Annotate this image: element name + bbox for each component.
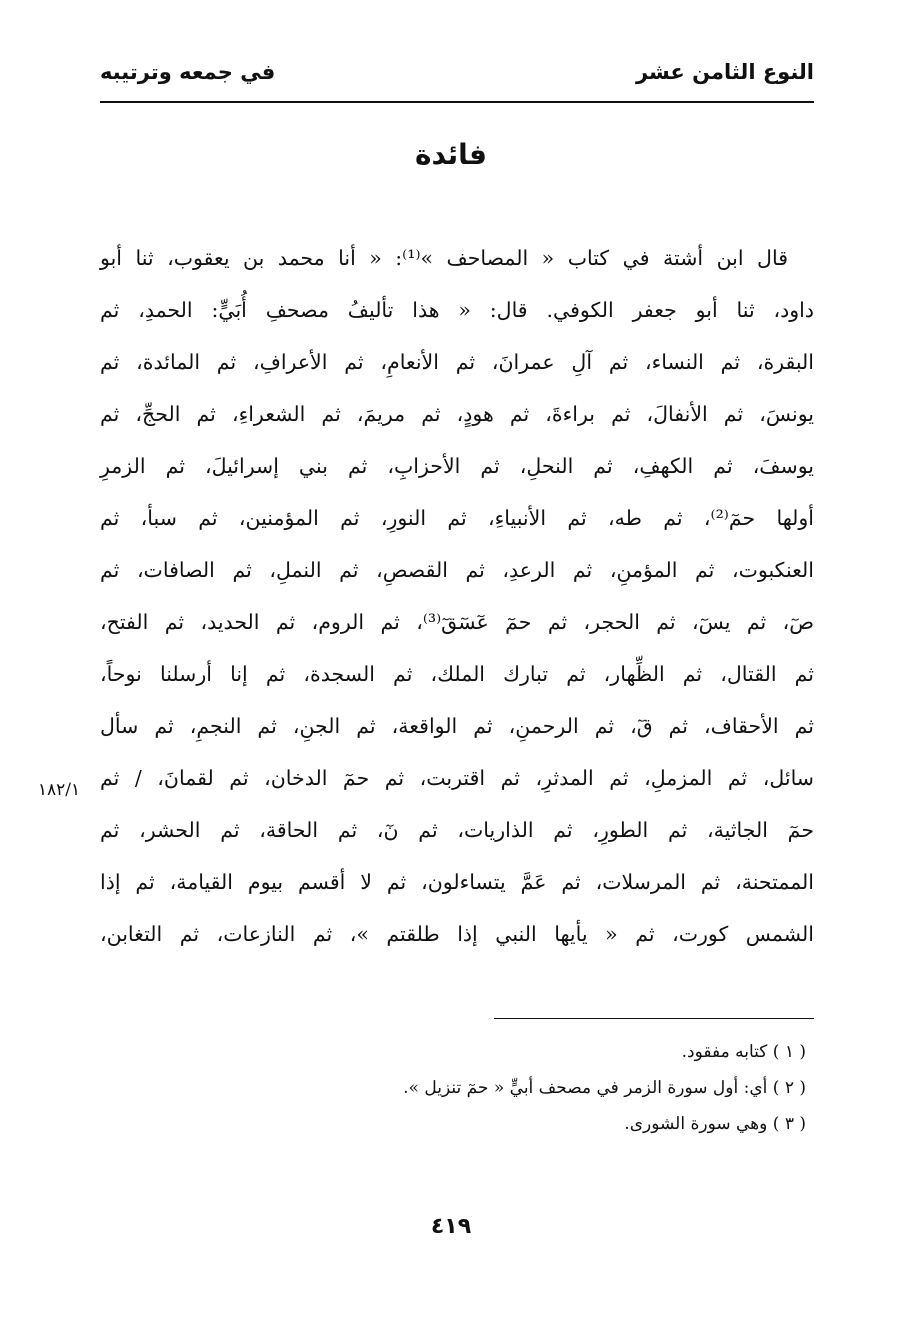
text-line: قال ابن أشتة في كتاب « المصاحف »⁽¹⁾: « أنا محمد بن يعقوب، ثنا أبو	[100, 246, 788, 270]
chapter-title: النوع الثامن عشر	[635, 60, 814, 84]
footnote: ( ١ ) كتابه مفقود.	[681, 1042, 806, 1062]
text-line: الممتحنة، ثم المرسلات، ثم عَمَّ يتساءلون، ثم لا أقسم بيوم القيامة، ثم إذا	[100, 870, 814, 894]
footnote: ( ٣ ) وهي سورة الشورى.	[624, 1114, 806, 1134]
section-heading: فائدة	[414, 138, 488, 171]
section-subtitle: في جمعه وترتيبه	[100, 60, 276, 84]
header-divider	[100, 101, 814, 103]
text-line: البقرة، ثم النساء، ثم آلِ عمرانَ، ثم الأنعامِ، ثم الأعرافِ، ثم المائدة، ثم	[100, 350, 814, 374]
text-line: الشمس كورت، ثم « يأيها النبي إذا طلقتم »، ثم النازعات، ثم التغابن،	[100, 922, 814, 946]
margin-page-reference: ١٨٢/١	[37, 780, 81, 800]
text-line: ثم الأحقاف، ثم قٓ، ثم الرحمنِ، ثم الواقعة، ثم الجنِ، ثم النجمِ، ثم سأل	[100, 714, 814, 738]
text-line: العنكبوت، ثم المؤمنِ، ثم الرعدِ، ثم القصصِ، ثم النملِ، ثم الصافات، ثم	[100, 558, 814, 582]
page-number: ٤١٩	[430, 1214, 472, 1239]
text-line: أولها حمٓ⁽²⁾، ثم طه، ثم الأنبياءِ، ثم النورِ، ثم المؤمنين، ثم سبأ، ثم	[100, 506, 815, 530]
text-line: سائل، ثم المزملِ، ثم المدثرِ، ثم اقتربت، ثم حمٓ الدخان، ثم لقمانَ، / ثم	[100, 766, 814, 790]
text-line: حمٓ الجاثية، ثم الطورِ، ثم الذاريات، ثم نٓ، ثم الحاقة، ثم الحشر، ثم	[100, 818, 814, 842]
running-header	[100, 60, 814, 84]
text-line: داود، ثنا أبو جعفر الكوفي. قال: « هذا تأليفُ مصحفِ أُبَيٍّ: الحمدِ، ثم	[100, 298, 814, 322]
text-line: صٓ، ثم يسٓ، ثم الحجر، ثم حمٓ عٓسٓقٓ⁽³⁾، ثم الروم، ثم الحديد، ثم الفتح،	[100, 610, 814, 634]
main-text	[100, 232, 814, 960]
footnotes	[100, 1034, 806, 1142]
footnote-divider	[494, 1018, 814, 1019]
text-line: ثم القتال، ثم الظِّهار، ثم تبارك الملك، ثم السجدة، ثم إنا أرسلنا نوحاً،	[100, 662, 814, 686]
text-line: يونسَ، ثم الأنفالَ، ثم براءةَ، ثم هودٍ، ثم مريمَ، ثم الشعراءِ، ثم الحجِّ، ثم	[100, 402, 814, 426]
footnote: ( ٢ ) أي: أول سورة الزمر في مصحف أبيٍّ « حمٓ تنزيل ».	[403, 1078, 806, 1098]
text-line: يوسفَ، ثم الكهفِ، ثم النحلِ، ثم الأحزابِ، ثم بني إسرائيلَ، ثم الزمرِ	[100, 454, 814, 478]
